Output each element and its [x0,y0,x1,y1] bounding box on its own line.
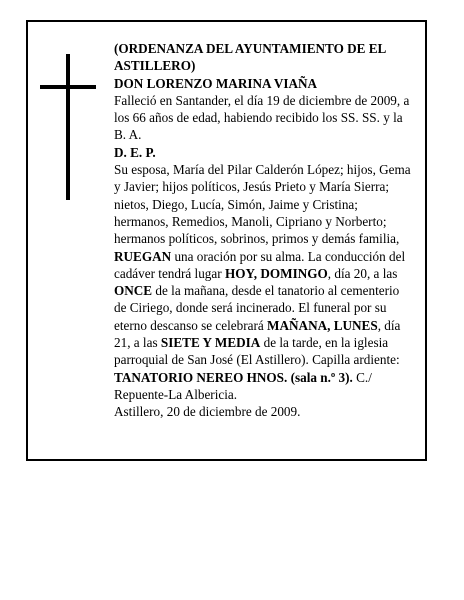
notice-body [114,161,414,403]
cross-icon [40,54,96,200]
body-text-6: C./ Repuente-La Albericia. [114,369,372,402]
hoy-domingo-text: HOY, DOMINGO [224,265,328,281]
header-text: (ORDENANZA DEL AYUNTAMIENTO DE EL ASTILLERO) [114,41,386,74]
ruegan-text: RUEGAN [114,248,172,264]
closing-line: Astillero, 20 de diciembre de 2009. [114,404,301,420]
tanatorio-text: TANATORIO NEREO HNOS. (sala n.º 3). [114,369,353,385]
cross-vertical-bar [66,54,70,200]
family-text: Su esposa, María del Pilar Calderón López; hijos, Gema y Javier; hijos políticos, Jesús Prieto y María Sierra; nietos, Diego, Lucía, Simón, Jaime y Cristina; hermanos, Remedios, Manoli, Cipriano y Norberto; hermanos políticos, sobrinos, primos y demás familia, [114,162,411,247]
deceased-name [114,75,414,92]
body-text-5: de la tarde, en la iglesia parroquial de San José (El Astillero). Capilla ardiente: [114,335,400,368]
notice-text [114,40,414,421]
body-text-3: de la mañana, desde el tanatorio al cementerio de Ciriego, donde será incinerado. El funeral por su eterno descanso se celebrará [114,283,400,333]
cross-horizontal-bar [40,85,96,89]
body-text-4: , día 21, a las [114,317,401,351]
once-text: ONCE [114,283,153,299]
dep-line [114,144,414,161]
death-info: Falleció en Santander, el día 19 de diciembre de 2009, a los 66 años de edad, habiendo recibido los SS. SS. y la B. A. [114,92,410,143]
manana-lunes-text: MAÑANA, LUNES [267,317,378,333]
notice-header [114,40,414,75]
body-text-2: , día 20, a las [327,265,398,281]
siete-y-media-text: SIETE Y MEDIA [160,335,261,351]
obituary-notice [26,20,427,461]
dep-text: D. E. P. [114,144,156,160]
name-text: DON LORENZO MARINA VIAÑA [114,75,318,91]
body-text-1: una oración por su alma. La conducción del cadáver tendrá lugar [114,248,406,281]
